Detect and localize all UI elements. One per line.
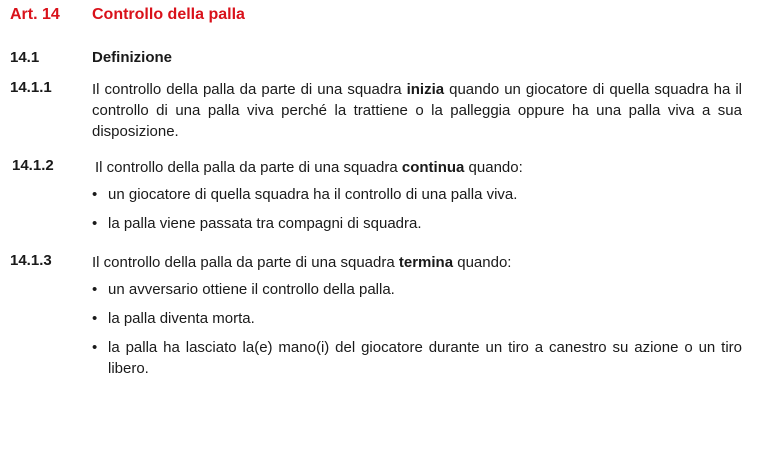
section-paragraph <box>92 252 742 273</box>
bullet-icon: • <box>92 339 98 356</box>
section-14-1-3 <box>0 252 768 382</box>
bullet-icon: • <box>92 310 98 327</box>
section-number: 14.1.2 <box>12 157 54 174</box>
section-14-1-1 <box>0 79 768 143</box>
section-number: 14.1 <box>10 49 40 66</box>
list-item <box>92 279 742 300</box>
list-item <box>92 337 742 379</box>
section-paragraph <box>92 79 742 142</box>
list-item-text: un giocatore di quella squadra ha il controllo di una palla viva. <box>108 186 518 203</box>
bullet-icon: • <box>92 186 98 203</box>
section-paragraph <box>95 157 745 178</box>
list-item-text: la palla viene passata tra compagni di squadra. <box>108 215 422 232</box>
paragraph-text: quando: <box>464 159 523 176</box>
article-heading <box>0 6 768 30</box>
paragraph-text: quando un giocatore di quella squadra ha il controllo di una palla viva perché la trattiene o la palleggia oppure ha una palla viva a sua disposizione. <box>92 81 742 140</box>
bullet-icon: • <box>92 215 98 232</box>
article-title: Controllo della palla <box>92 6 245 23</box>
list-item <box>92 213 742 234</box>
list-item-text: la palla diventa morta. <box>108 310 255 327</box>
list-item <box>92 184 742 205</box>
section-title: Definizione <box>92 49 173 66</box>
paragraph-text: Il controllo della palla da parte di una squadra <box>92 81 407 98</box>
bullet-icon: • <box>92 281 98 298</box>
paragraph-text: Il controllo della palla da parte di una squadra <box>92 254 399 271</box>
paragraph-text: quando: <box>453 254 512 271</box>
section-14-1-2 <box>0 157 768 237</box>
paragraph-text: Il controllo della palla da parte di una squadra <box>95 159 402 176</box>
list-item-text: la palla ha lasciato la(e) mano(i) del giocatore durante un tiro a canestro su azione o un tiro libero. <box>108 339 742 377</box>
section-14-1-heading <box>0 49 768 71</box>
section-number: 14.1.3 <box>10 252 52 269</box>
list-item <box>92 308 742 329</box>
article-number: Art. 14 <box>10 6 60 23</box>
list-item-text: un avversario ottiene il controllo della palla. <box>108 281 395 298</box>
paragraph-bold-keyword: inizia <box>406 81 445 98</box>
section-number: 14.1.1 <box>10 79 52 96</box>
paragraph-bold-keyword: termina <box>398 254 454 271</box>
paragraph-bold-keyword: continua <box>401 159 465 176</box>
